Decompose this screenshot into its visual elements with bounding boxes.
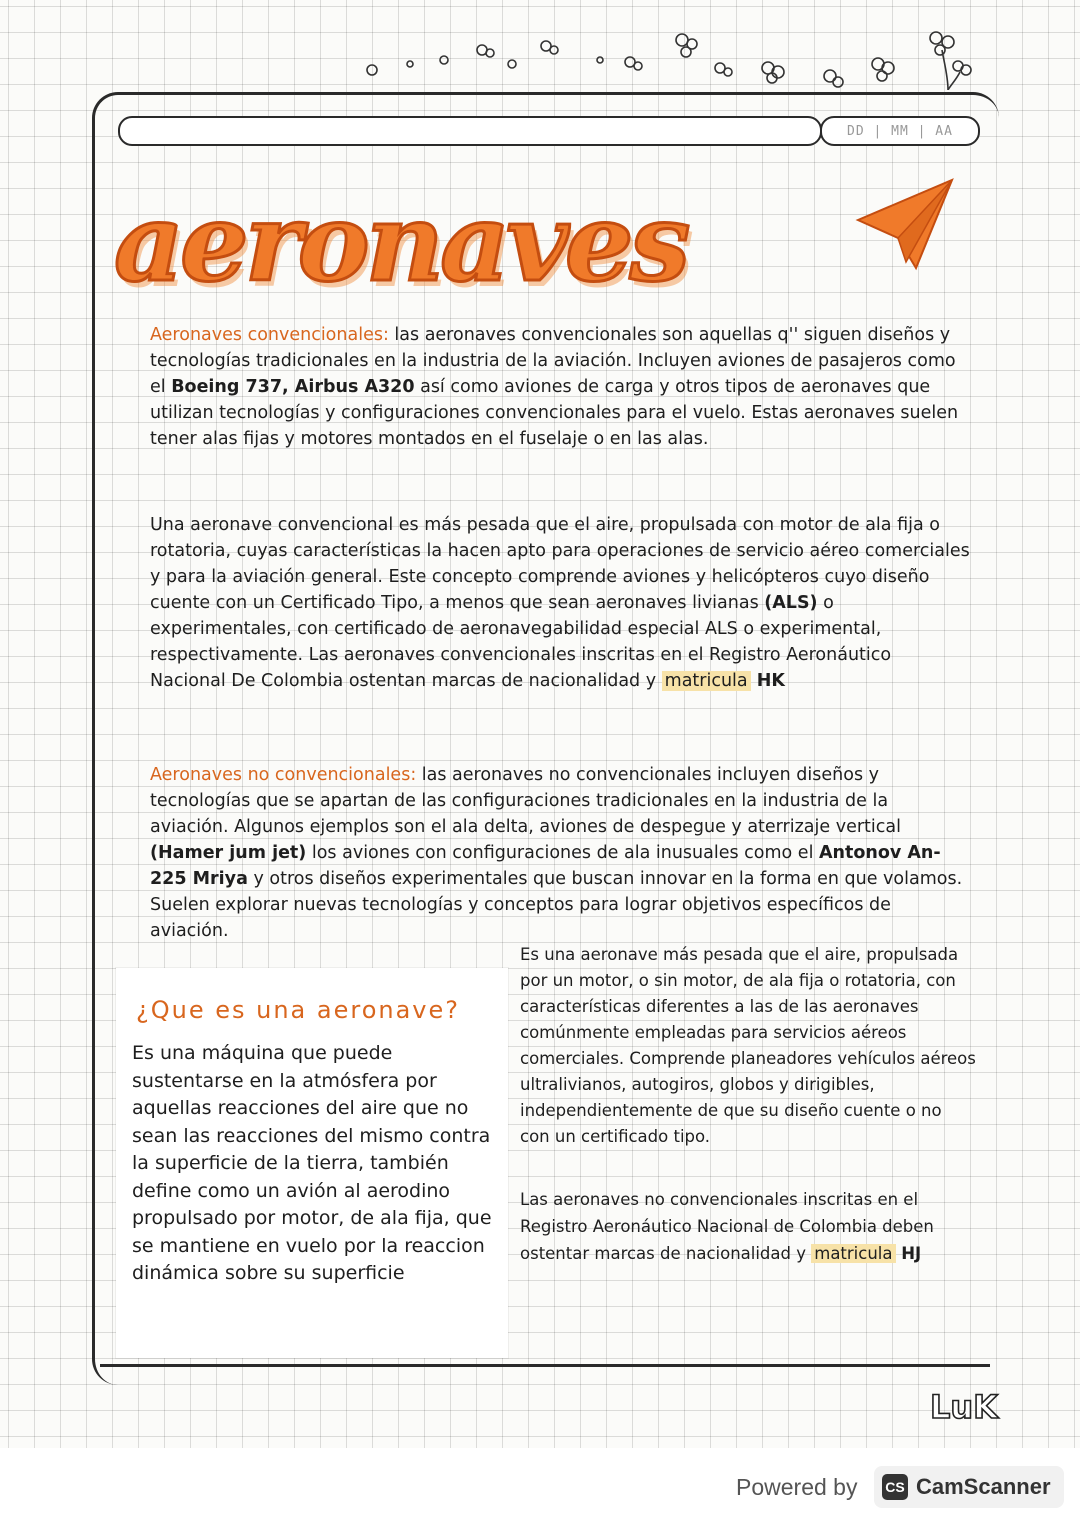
date-field: DD | MM | AA — [820, 116, 980, 146]
heading-convencionales: Aeronaves convencionales: — [150, 325, 389, 345]
heading-no-convencionales: Aeronaves no convencionales: — [150, 765, 417, 785]
page-title — [114, 168, 834, 318]
title-text: aeronaves — [114, 180, 687, 306]
bold-text: Antonov An-225 Mriya — [150, 843, 941, 889]
highlight-text: matricula — [811, 1244, 895, 1263]
bold-text: HJ — [895, 1244, 922, 1263]
camscanner-icon: CS — [882, 1474, 908, 1500]
text: las aeronaves convencionales son aquellas q'' siguen diseños y tecnologías tradicionales en la industria de la aviación. Incluyen aviones de pasajeros como el — [150, 325, 956, 397]
text: las aeronaves no convencionales incluyen diseños y tecnologías que se apartan de las configuraciones tradicionales en la industria de la aviación. Algunos ejemplos son el ala delta, aviones de despegue y aterrizaje vertical — [150, 765, 901, 837]
title-bar — [118, 116, 822, 146]
right-column-registro — [520, 1186, 976, 1267]
paragraph-no-convencionales — [150, 762, 970, 944]
bold-text: (ALS) — [764, 593, 818, 613]
text: o experimentales, con certificado de aeronavegabilidad especial ALS o experimental, respectivamente. — [150, 593, 882, 665]
flower-doodles — [360, 20, 1000, 90]
text: Las aeronaves convencionales inscritas en el Registro Aeronáutico Nacional De Colombia ostentan marcas de nacionalidad y — [150, 645, 892, 691]
text: los aviones con configuraciones de ala inusuales como el — [306, 843, 820, 863]
bold-text: Boeing 737, Airbus A320 — [171, 377, 415, 397]
bold-text: HK — [750, 671, 785, 691]
highlight-text: matricula — [662, 671, 751, 691]
camscanner-brand: CamScanner — [916, 1474, 1051, 1499]
text: así como aviones de carga y otros tipos de aeronaves que utilizan tecnologías y configuraciones convencionales para el vuelo. Estas aeronaves suelen tener alas fijas y motores montados en el fuselaje o en las alas. — [150, 377, 959, 449]
text: Las aeronaves no convencionales inscritas en el Registro Aeronáutico Nacional de Colombia deben ostentar marcas de nacionalidad y — [520, 1190, 934, 1263]
question-answer: Es una máquina que puede sustentarse en la atmósfera por aquellas reacciones del aire que no sean las reacciones del mismo contra la superficie de la tierra, también define como un avión al aerodino propulsado por motor, de ala fija, que se mantiene en vuelo por la reaccion dinámica sobre su superficie — [132, 1042, 492, 1284]
signature: LuK — [930, 1388, 998, 1426]
question-heading: ¿Que es una aeronave? — [136, 996, 461, 1024]
camscanner-logo — [874, 1466, 1064, 1508]
right-column-definition: Es una aeronave más pesada que el aire, propulsada por un motor, o sin motor, de ala fija o rotatoria, con características diferentes a las de las aeronaves comúnmente empleadas para servicios aéreos comerciales. Comprende planeadores vehículos aéreos ultralivianos, autogiros, globos y dirigibles, independientemente de que su diseño cuente o no con un certificado tipo. — [520, 945, 976, 1146]
paper-plane-icon — [848, 176, 958, 276]
bold-text: (Hamer jum jet) — [150, 843, 307, 863]
powered-by-label: Powered by — [736, 1474, 858, 1500]
paragraph-definicion — [150, 512, 970, 694]
paragraph-convencionales — [150, 322, 970, 452]
frame-bottom-line — [100, 1364, 990, 1367]
text: Una aeronave convencional es más pesada que el aire, propulsada con motor de ala fija o rotatoria, cuyas características la hacen apto para operaciones de servicio aéreo comerciales y para la aviación general. Este concepto comprende aviones y helicópteros cuyo diseño cuente con un Certificado Tipo, a menos que sean aeronaves livianas — [150, 515, 970, 613]
text: y otros diseños experimentales que buscan innovar en la forma en que volamos. Suelen explorar nuevas tecnologías y conceptos para lograr objetivos específicos de aviación. — [150, 869, 963, 941]
